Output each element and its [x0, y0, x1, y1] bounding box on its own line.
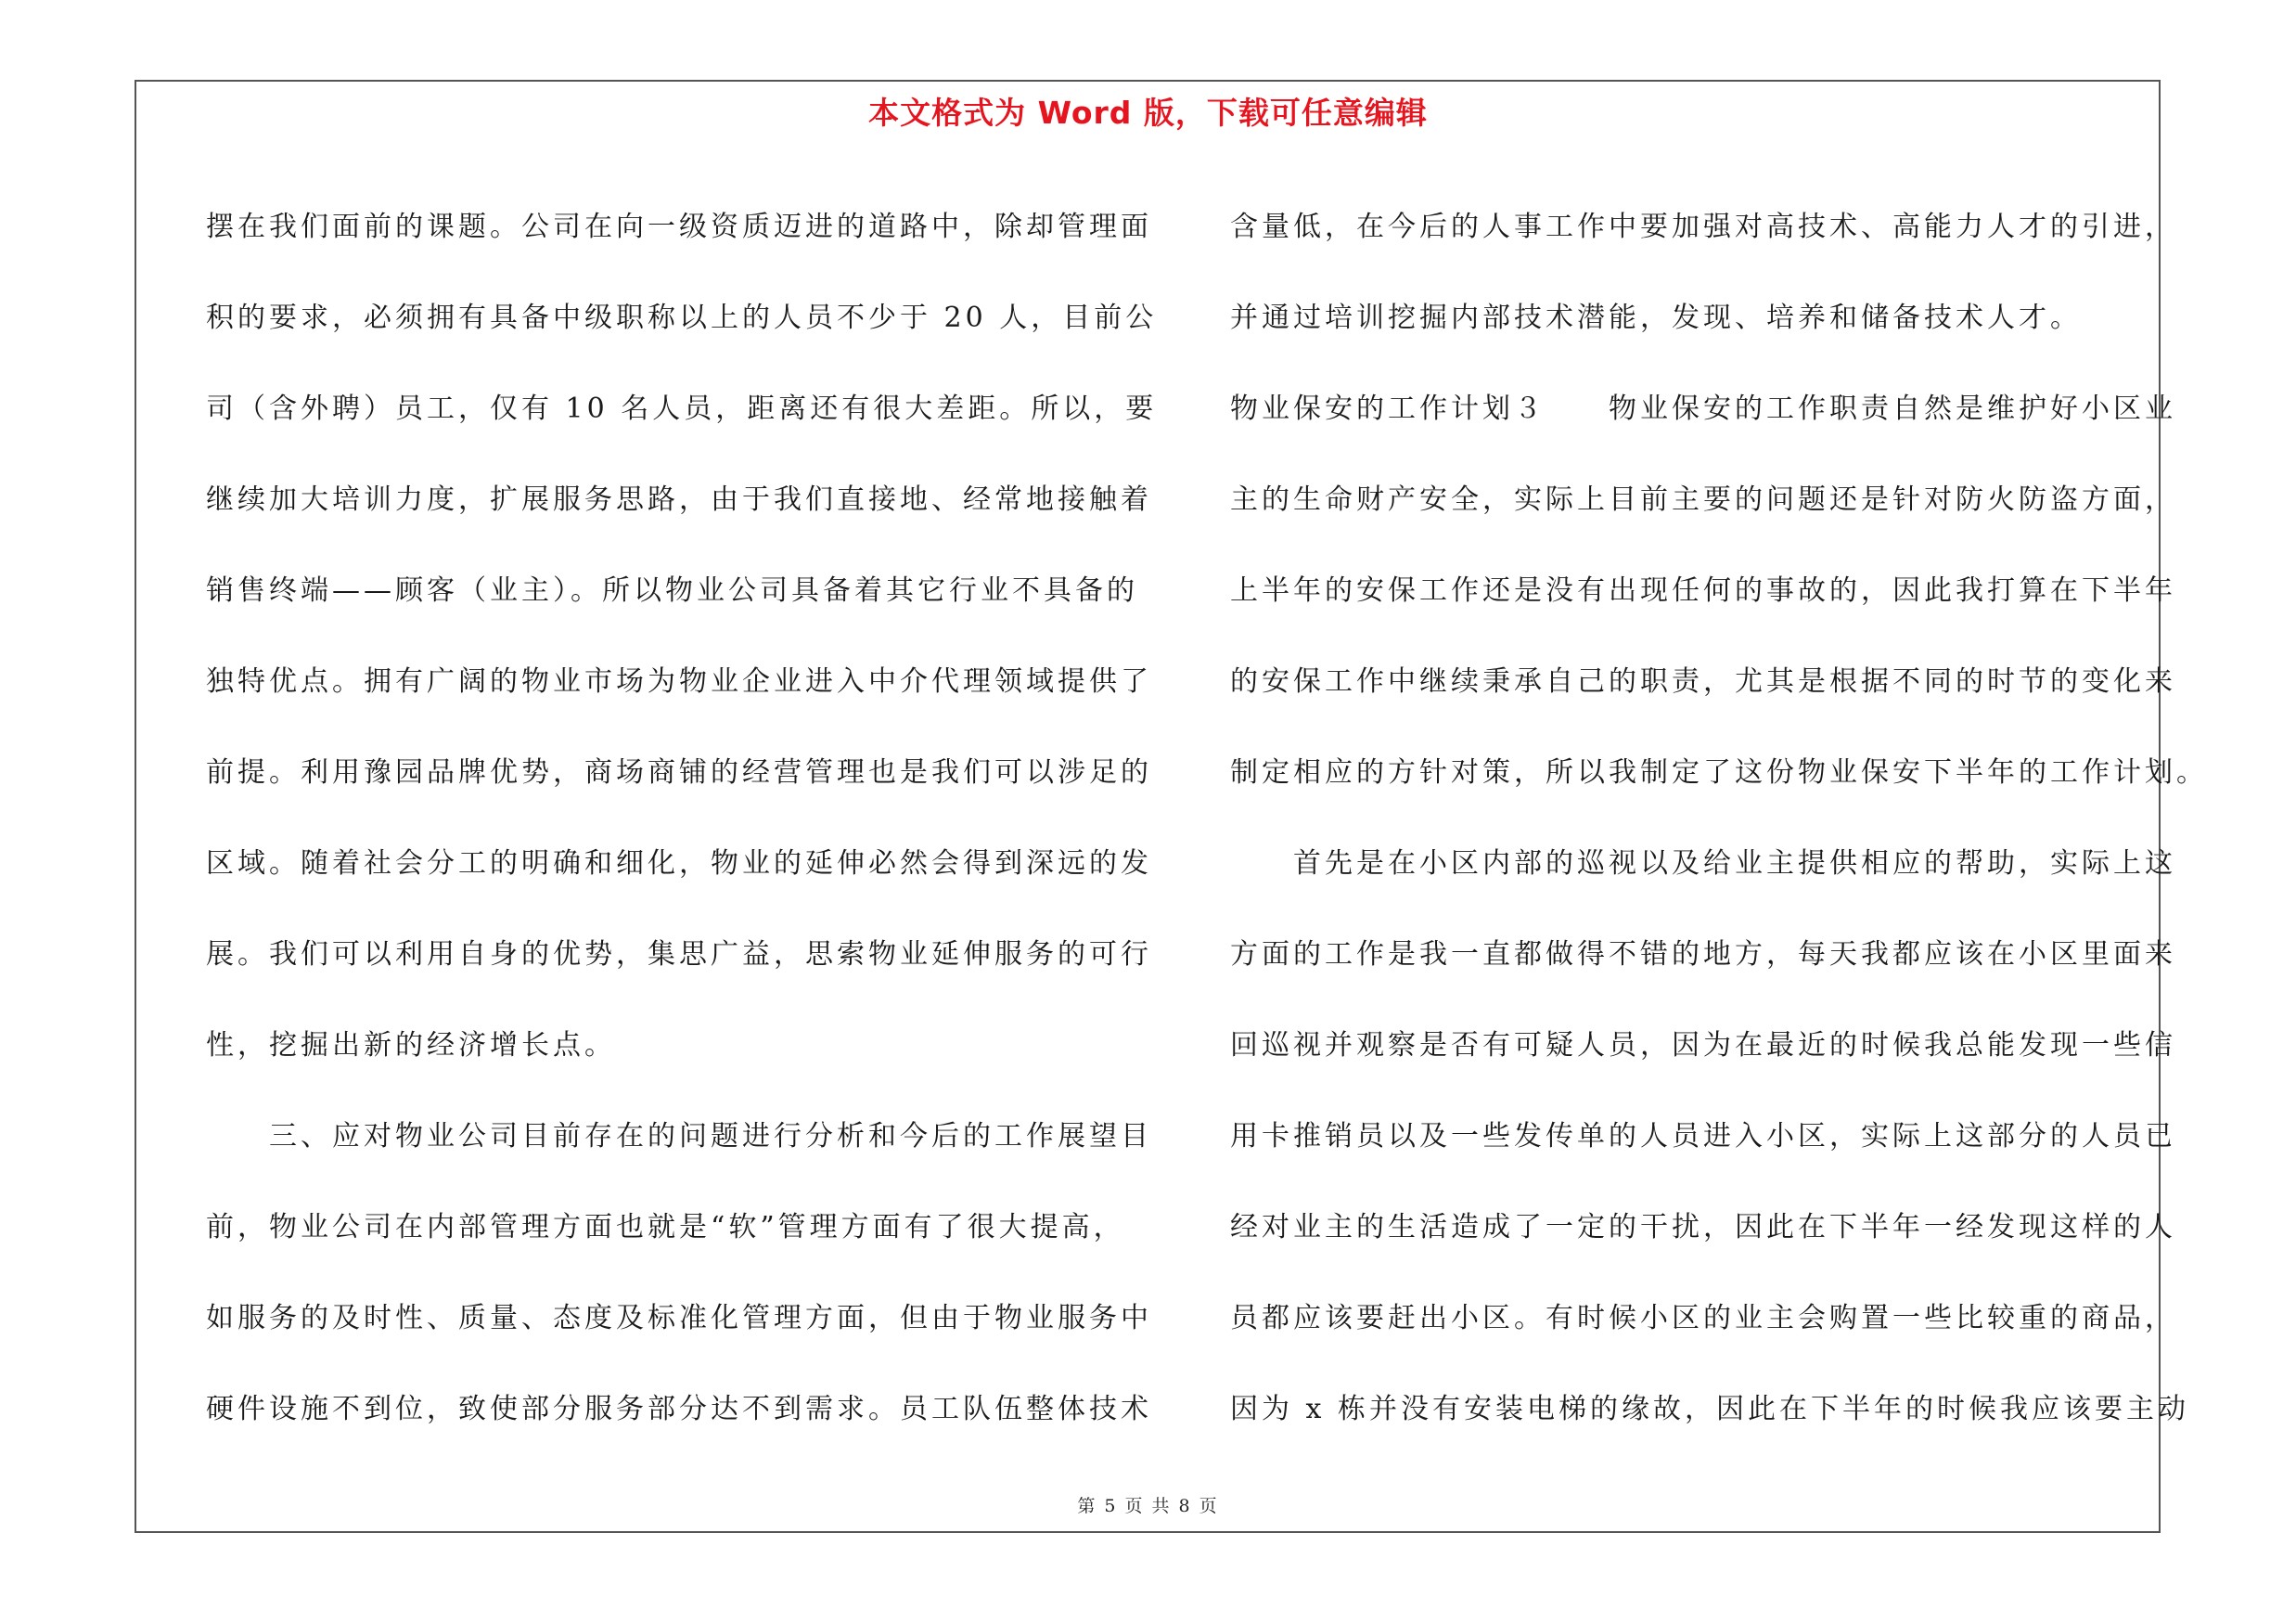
body-text-line: 展。我们可以利用自身的优势，集思广益，思索物业延伸服务的可行	[206, 938, 1152, 971]
body-text-line: 主的生命财产安全，实际上目前主要的问题还是针对防火防盗方面，	[1230, 483, 2176, 516]
left-text-column	[206, 182, 1158, 1455]
body-text-line: 继续加大培训力度，扩展服务思路，由于我们直接地、经常地接触着	[206, 483, 1152, 516]
body-text-line: 积的要求，必须拥有具备中级职称以上的人员不少于 20 人，目前公	[206, 302, 1158, 334]
body-text-line: 员都应该要赶出小区。有时候小区的业主会购置一些比较重的商品，	[1230, 1302, 2176, 1334]
body-text-line: 上半年的安保工作还是没有出现任何的事故的，因此我打算在下半年	[1230, 574, 2176, 607]
body-text-line: 司（含外聘）员工，仅有 10 名人员，距离还有很大差距。所以，要	[206, 393, 1158, 425]
body-text-line: 独特优点。拥有广阔的物业市场为物业企业进入中介代理领域提供了	[206, 665, 1152, 698]
body-text-line: 含量低，在今后的人事工作中要加强对高技术、高能力人才的引进，	[1230, 211, 2176, 243]
right-text-column	[1230, 182, 2208, 1455]
body-text-line: 摆在我们面前的课题。公司在向一级资质迈进的道路中，除却管理面	[206, 211, 1152, 243]
body-text-line: 回巡视并观察是否有可疑人员，因为在最近的时候我总能发现一些信	[1230, 1029, 2176, 1062]
body-text-line: 如服务的及时性、质量、态度及标准化管理方面，但由于物业服务中	[206, 1302, 1152, 1334]
body-text-line: 物业保安的工作计划３ 物业保安的工作职责自然是维护好小区业	[1230, 393, 2176, 425]
body-text-line: 三、应对物业公司目前存在的问题进行分析和今后的工作展望目	[206, 1120, 1152, 1153]
body-text-line: 因为 x 栋并没有安装电梯的缘故，因此在下半年的时候我应该要主动	[1230, 1393, 2189, 1425]
format-banner: 本文格式为 Word 版，下载可任意编辑	[868, 95, 1428, 131]
body-text-line: 性，挖掘出新的经济增长点。	[206, 1029, 616, 1062]
body-text-line: 前提。利用豫园品牌优势，商场商铺的经营管理也是我们可以涉足的	[206, 756, 1152, 789]
body-text-line: 首先是在小区内部的巡视以及给业主提供相应的帮助，实际上这	[1230, 847, 2176, 880]
body-text-line: 区域。随着社会分工的明确和细化，物业的延伸必然会得到深远的发	[206, 847, 1152, 880]
body-text-line: 前，物业公司在内部管理方面也就是“软”管理方面有了很大提高，	[206, 1211, 1125, 1243]
body-text-line: 经对业主的生活造成了一定的干扰，因此在下半年一经发现这样的人	[1230, 1211, 2176, 1243]
body-text-line: 销售终端——顾客（业主）。所以物业公司具备着其它行业不具备的	[206, 574, 1138, 607]
body-text-line: 制定相应的方针对策，所以我制定了这份物业保安下半年的工作计划。	[1230, 756, 2208, 789]
body-text-line: 并通过培训挖掘内部技术潜能，发现、培养和储备技术人才。	[1230, 302, 2082, 334]
body-text-line: 用卡推销员以及一些发传单的人员进入小区，实际上这部分的人员已	[1230, 1120, 2176, 1153]
body-text-line: 方面的工作是我一直都做得不错的地方，每天我都应该在小区里面来	[1230, 938, 2176, 971]
body-text-line: 硬件设施不到位，致使部分服务部分达不到需求。员工队伍整体技术	[206, 1393, 1152, 1425]
body-text-line: 的安保工作中继续秉承自己的职责，尤其是根据不同的时节的变化来	[1230, 665, 2176, 698]
page-number: 第 5 页 共 8 页	[1077, 1496, 1219, 1516]
